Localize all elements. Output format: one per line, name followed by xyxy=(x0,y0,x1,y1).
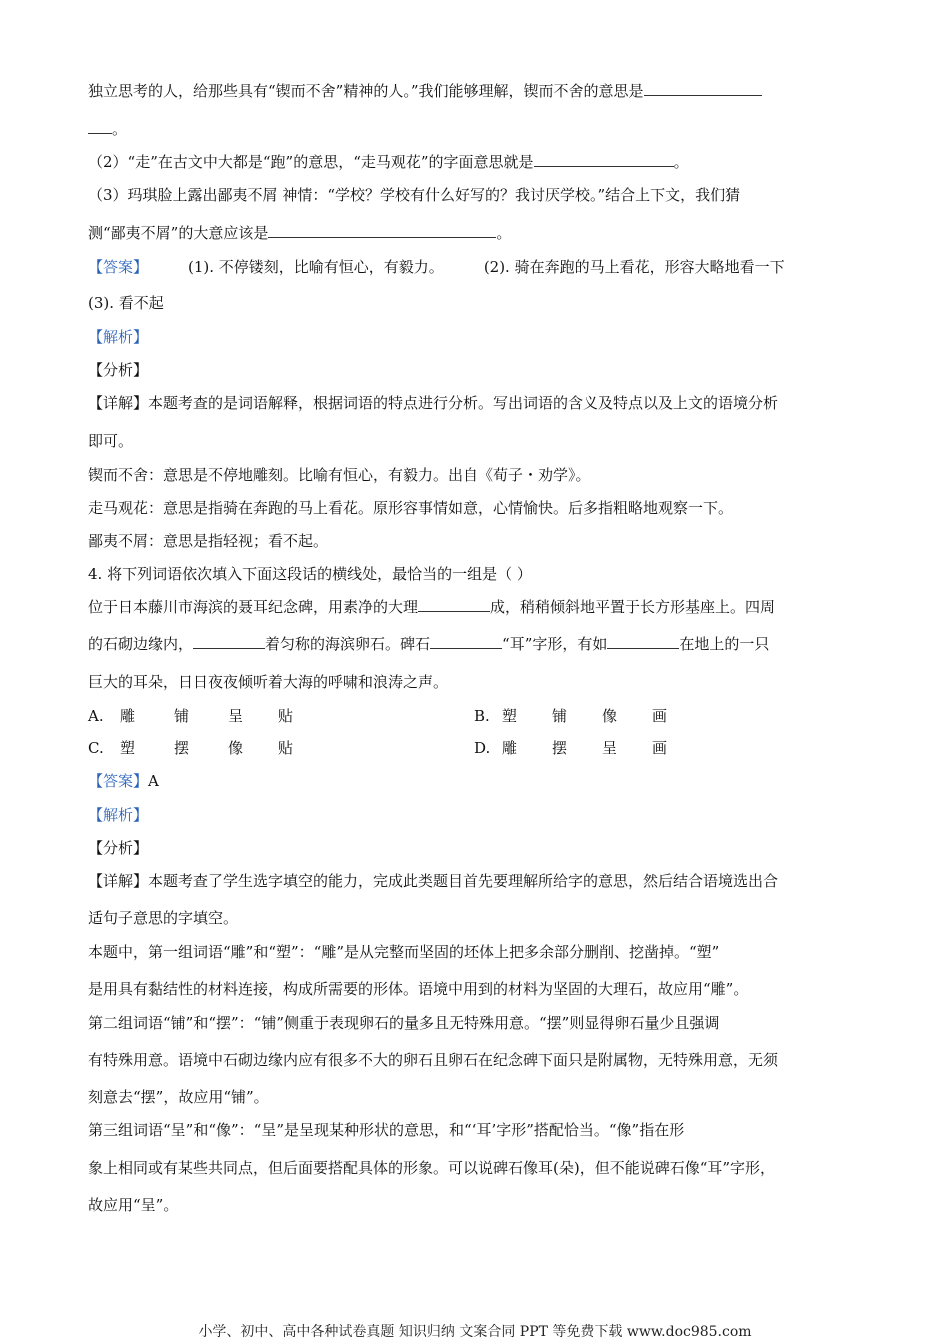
q4-text: 成，稍稍倾斜地平置于长方形基座上。四周 xyxy=(490,598,776,616)
answer-blank[interactable] xyxy=(193,634,265,649)
detail-text: 有特殊用意。语境中石砌边缘内应有很多不大的卵石且卵石在纪念碑下面只是附属物，无特殊用意，无须 xyxy=(88,1051,779,1069)
detail-text: 锲而不舍：意思是不停地雕刻。比喻有恒心，有毅力。出自《荀子・劝学》。 xyxy=(88,466,591,484)
q3-answer xyxy=(88,257,785,277)
detail-tag: 【详解】 xyxy=(88,872,149,890)
q4-stem xyxy=(88,564,532,584)
detail-text: 本题考查了学生选字填空的能力，完成此类题目首先要理解所给字的意思，然后结合语境选出合 xyxy=(148,872,779,890)
option-label: B. xyxy=(474,707,490,725)
q4-text: 巨大的耳朵，日日夜夜倾听着大海的呼啸和浪涛之声。 xyxy=(88,673,449,691)
option-word: 塑 xyxy=(502,707,518,725)
q4-detail-8 xyxy=(88,1120,684,1140)
q3-text: 独立思考的人，给那些具有“锲而不舍”精神的人。”我们能够理解，锲而不舍的意思是 xyxy=(88,82,644,100)
q4-answer xyxy=(88,771,159,791)
option-word: 像 xyxy=(228,739,244,757)
q3-exp-3 xyxy=(88,531,328,551)
q4-detail-4 xyxy=(88,979,748,999)
q3-text: 测“鄙夷不屑”的大意应该是 xyxy=(88,224,269,242)
fenxi-tag: 【分析】 xyxy=(88,839,149,857)
option-word: 塑 xyxy=(120,739,136,757)
q4-detail-3 xyxy=(88,942,719,962)
detail-text: 本题考查的是词语解释，根据词语的特点进行分析。写出词语的含义及特点以及上文的语境分析 xyxy=(148,394,779,412)
detail-text: 象上相同或有某些共同点，但后面要搭配具体的形象。可以说碑石像耳(朵)，但不能说碑石像“耳”字形， xyxy=(88,1159,776,1177)
answer-blank[interactable] xyxy=(534,152,674,167)
detail-text: 是用具有黏结性的材料连接，构成所需要的形体。语境中用到的材料为坚固的大理石，故应用“雕”。 xyxy=(88,980,749,998)
q4-jiexi xyxy=(88,805,148,825)
option-word: 铺 xyxy=(174,707,190,725)
option-label: D. xyxy=(474,739,491,757)
analysis-tag: 【解析】 xyxy=(88,806,149,824)
q3-line-2 xyxy=(88,119,127,139)
q3-answer-cont xyxy=(88,293,164,313)
analysis-tag: 【解析】 xyxy=(88,328,149,346)
answer-blank[interactable] xyxy=(268,223,496,238)
answer-text: (3). 看不起 xyxy=(88,294,164,312)
detail-text: 第二组词语“铺”和“摆”：“铺”侧重于表现卵石的量多且无特殊用意。“摆”则显得卵石量少且强调 xyxy=(88,1014,720,1032)
option-word: 摆 xyxy=(174,739,190,757)
detail-text: 本题中，第一组词语“雕”和“塑”：“雕”是从完整而坚固的坯体上把多余部分删削、挖凿掉。“塑” xyxy=(88,943,720,961)
q3-fenxi xyxy=(88,360,148,380)
q4-detail-2 xyxy=(88,908,238,928)
option-a[interactable] xyxy=(88,706,293,726)
q4-text: 的石砌边缘内， xyxy=(88,635,194,653)
q3-detail xyxy=(88,393,778,413)
answer-blank[interactable] xyxy=(607,634,679,649)
fenxi-tag: 【分析】 xyxy=(88,361,149,379)
answer-text: A xyxy=(148,772,159,790)
answer-tag: 【答案】 xyxy=(88,772,149,790)
option-word: 贴 xyxy=(278,739,294,757)
q4-text-2 xyxy=(88,634,769,654)
q4-text: 着匀称的海滨卵石。碑石 xyxy=(265,635,431,653)
q4-detail-7 xyxy=(88,1087,269,1107)
option-label: C. xyxy=(88,739,104,757)
answer-blank[interactable] xyxy=(88,119,112,134)
option-word: 贴 xyxy=(278,707,294,725)
q3-jiexi xyxy=(88,327,148,347)
detail-text: 走马观花：意思是指骑在奔跑的马上看花。原形容事情如意，心情愉快。后多指粗略地观察一下。 xyxy=(88,499,734,517)
q4-detail xyxy=(88,871,778,891)
detail-text: 故应用“呈”。 xyxy=(88,1196,179,1214)
q3-text: 。 xyxy=(496,224,512,242)
q4-detail-9 xyxy=(88,1158,775,1178)
option-word: 呈 xyxy=(602,739,618,757)
option-word: 画 xyxy=(652,739,668,757)
detail-text: 鄙夷不屑：意思是指轻视；看不起。 xyxy=(88,532,329,550)
option-label: A. xyxy=(88,707,104,725)
option-d[interactable] xyxy=(474,738,667,758)
page-footer: 小学、初中、高中各种试卷真题 知识归纳 文案合同 PPT 等免费下载 www.doc985.com xyxy=(198,1324,752,1340)
option-word: 呈 xyxy=(228,707,244,725)
answer-tag: 【答案】 xyxy=(88,258,149,276)
option-c[interactable] xyxy=(88,738,293,758)
answer-blank[interactable] xyxy=(418,597,490,612)
detail-text: 适句子意思的字填空。 xyxy=(88,909,239,927)
q4-detail-10 xyxy=(88,1195,178,1215)
q3-exp-2 xyxy=(88,498,733,518)
q4-text-3 xyxy=(88,672,448,692)
q3-text: 。 xyxy=(112,120,128,138)
answer-text: (1). 不停镂刻，比喻有恒心，有毅力。 xyxy=(188,258,444,276)
detail-tag: 【详解】 xyxy=(88,394,149,412)
answer-blank[interactable] xyxy=(644,81,762,96)
answer-blank[interactable] xyxy=(430,634,502,649)
answer-text: (2). 骑在奔跑的马上看花，形容大略地看一下 xyxy=(483,258,785,276)
option-b[interactable] xyxy=(474,706,667,726)
option-word: 雕 xyxy=(120,707,136,725)
detail-text: 即可。 xyxy=(88,432,134,450)
option-word: 摆 xyxy=(552,739,568,757)
q3-sub3 xyxy=(88,185,740,205)
q4-text: 位于日本藤川市海滨的聂耳纪念碑，用素净的大理 xyxy=(88,598,419,616)
option-word: 铺 xyxy=(552,707,568,725)
option-word: 像 xyxy=(602,707,618,725)
question-stem: 4. 将下列词语依次填入下面这段话的横线处，最恰当的一组是（ ） xyxy=(88,565,532,583)
q3-exp-1 xyxy=(88,465,591,485)
q3-text: （3）玛琪脸上露出鄙夷不屑 神情：“学校？学校有什么好写的？我讨厌学校。”结合上下文，我们猜 xyxy=(88,186,741,204)
q3-text: （2）“走”在古文中大都是“跑”的意思，“走马观花”的字面意思就是 xyxy=(88,153,534,171)
q3-detail-cont xyxy=(88,431,133,451)
detail-text: 刻意去“摆”，故应用“铺”。 xyxy=(88,1088,269,1106)
q3-line-1 xyxy=(88,81,762,101)
q4-text: “耳”字形，有如 xyxy=(502,635,608,653)
q4-detail-6 xyxy=(88,1050,778,1070)
q4-text: 在地上的一只 xyxy=(679,635,770,653)
q3-sub3-cont xyxy=(88,223,511,243)
detail-text: 第三组词语“呈”和“像”：“呈”是呈现某种形状的意思，和“‘耳’字形”搭配恰当。“像”指在形 xyxy=(88,1121,685,1139)
q4-fenxi xyxy=(88,838,148,858)
q3-sub2 xyxy=(88,152,689,172)
q3-text: 。 xyxy=(673,153,689,171)
q4-text-1 xyxy=(88,597,775,617)
option-word: 画 xyxy=(652,707,668,725)
option-word: 雕 xyxy=(502,739,518,757)
q4-detail-5 xyxy=(88,1013,719,1033)
